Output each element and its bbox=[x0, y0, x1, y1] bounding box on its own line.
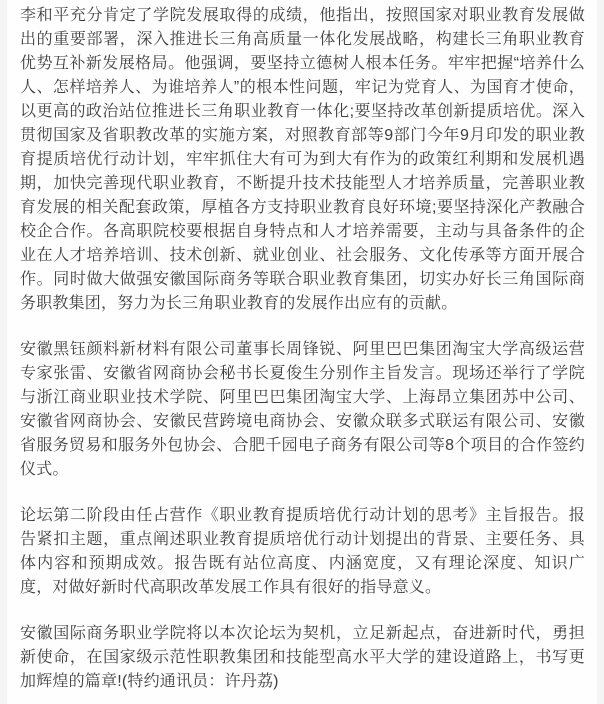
article-paragraph-3: 论坛第二阶段由任占营作《职业教育提质培优行动计划的思考》主旨报告。报告紧扣主题，重点阐述职业教育提质培优行动计划提出的背景、主要任务、具体内容和预期成效。报告既有站位高度、内涵宽度，又有理论深度、知识广度，对做好新时代高职改革发展工作具有很好的指导意义。 bbox=[20, 507, 585, 596]
article-body bbox=[20, 4, 585, 694]
article-paragraph-2: 安徽黑钰颜料新材料有限公司董事长周锋锐、阿里巴巴集团淘宝大学高级运营专家张雷、安徽省网商协会秘书长夏俊生分别作主旨发言。现场还举行了学院与浙江商业职业技术学院、阿里巴巴集团淘宝大学、上海昂立集团苏中公司、安徽省网商协会、安徽民营跨境电商协会、安徽众联多式联运有限公司、安徽省服务贸易和服务外包协会、合肥千园电子商务有限公司等8个项目的合作签约仪式。 bbox=[20, 341, 585, 478]
article-paragraph-4: 安徽国际商务职业学院将以本次论坛为契机，立足新起点，奋进新时代，勇担新使命，在国家级示范性职教集团和技能型高水平大学的建设道路上，书写更加辉煌的篇章!(特约通讯员：许丹荔) bbox=[20, 625, 585, 690]
article-paragraph-1: 李和平充分肯定了学院发展取得的成绩，他指出，按照国家对职业教育发展做出的重要部署，深入推进长三角高质量一体化发展战略，构建长三角职业教育优势互补新发展格局。他强调，要坚持立德树人根本任务。牢牢把握“培养什么人、怎样培养人、为谁培养人”的根本性问题，牢记为党育人、为国育才使命，以更高的政治站位推进长三角职业教育一体化;要坚持改革创新提质培优。深入贯彻国家及省职教改革的实施方案，对照教育部等9部门今年9月印发的职业教育提质培优行动计划，牢牢抓住大有可为到大有作为的政策红利期和发展机遇期，加快完善现代职业教育，不断提升技术技能型人才培养质量，完善职业教育发展的相关配套政策，厚植各方支持职业教育良好环境;要坚持深化产教融合校企合作。各高职院校要根据自身特点和人才培养需要，主动与具备条件的企业在人才培养培训、技术创新、就业创业、社会服务、文化传承等方面开展合作。同时做大做强安徽国际商务等联合职业教育集团，切实办好长三角国际商务职教集团，努力为长三角职业教育的发展作出应有的贡献。 bbox=[20, 7, 585, 312]
article-page bbox=[7, 0, 597, 704]
